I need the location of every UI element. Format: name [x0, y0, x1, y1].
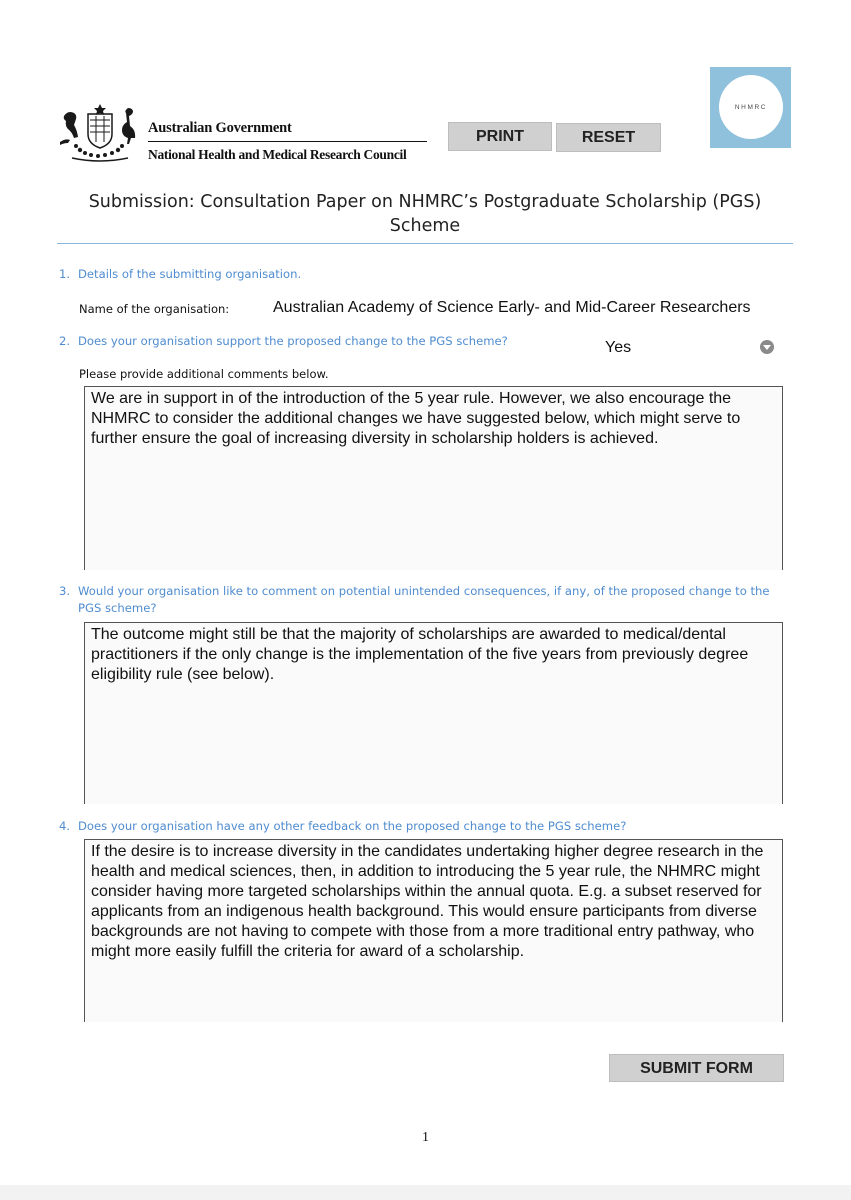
- nhmrc-logo-text: NHMRC: [719, 75, 783, 139]
- reset-button[interactable]: RESET: [556, 123, 661, 152]
- print-button[interactable]: PRINT: [448, 122, 552, 151]
- question-4: [59, 818, 626, 835]
- comments-label: Please provide additional comments below.: [79, 367, 329, 381]
- question-3: [59, 583, 794, 617]
- nhmrc-logo: [710, 67, 791, 148]
- submit-form-button[interactable]: SUBMIT FORM: [609, 1054, 784, 1082]
- government-name: Australian Government: [148, 120, 292, 136]
- question-3-number: 3.: [59, 584, 71, 598]
- organisation-name-label: Name of the organisation:: [79, 302, 230, 316]
- question-4-text: Does your organisation have any other feedback on the proposed change to the PGS scheme?: [78, 819, 627, 833]
- support-select[interactable]: [600, 336, 780, 360]
- question-1-text: Details of the submitting organisation.: [78, 267, 302, 281]
- comments-textarea[interactable]: We are in support in of the introduction of the 5 year rule. However, we also encourage the NHMRC to consider the additional changes we have suggested below, which might serve to further ensure the goal of increasing diversity in scholarship holders is achieved.: [84, 386, 783, 570]
- title-divider: [57, 243, 793, 244]
- question-2-number: 2.: [59, 334, 71, 348]
- question-4-number: 4.: [59, 819, 71, 833]
- question-1: [59, 266, 301, 283]
- chevron-down-icon[interactable]: [760, 340, 774, 354]
- council-name: National Health and Medical Research Council: [148, 147, 407, 162]
- question-3-text: Would your organisation like to comment on potential unintended consequences, if any, of the proposed change to the PGS scheme?: [78, 584, 770, 615]
- page-bottom-edge: [0, 1185, 851, 1200]
- coat-of-arms-icon: [58, 102, 142, 162]
- question-2-text: Does your organisation support the proposed change to the PGS scheme?: [78, 334, 508, 348]
- header-divider: [148, 141, 427, 142]
- organisation-name-field[interactable]: Australian Academy of Science Early- and Mid-Career Researchers: [273, 299, 751, 316]
- page-number: 1: [422, 1130, 429, 1145]
- page-title: Submission: Consultation Paper on NHMRC’s Postgraduate Scholarship (PGS) Scheme: [88, 192, 762, 236]
- support-select-value: Yes: [605, 339, 632, 356]
- unintended-consequences-textarea[interactable]: The outcome might still be that the majority of scholarships are awarded to medical/dental practitioners if the only change is the implementation of the five years from previously degree eligibility rule (see below).: [84, 622, 783, 804]
- question-2: [59, 333, 508, 350]
- question-1-number: 1.: [59, 267, 71, 281]
- other-feedback-textarea[interactable]: If the desire is to increase diversity in the candidates undertaking higher degree research in the health and medical sciences, then, in addition to introducing the 5 year rule, the NHMRC might consider having more targeted scholarships within the annual quota. E.g. a subset reserved for applicants from an indigenous health background. This would ensure participants from diverse backgrounds are not having to compete with those from a more traditional entry pathway, who might more easily fulfill the criteria for award of a scholarship.: [84, 839, 783, 1022]
